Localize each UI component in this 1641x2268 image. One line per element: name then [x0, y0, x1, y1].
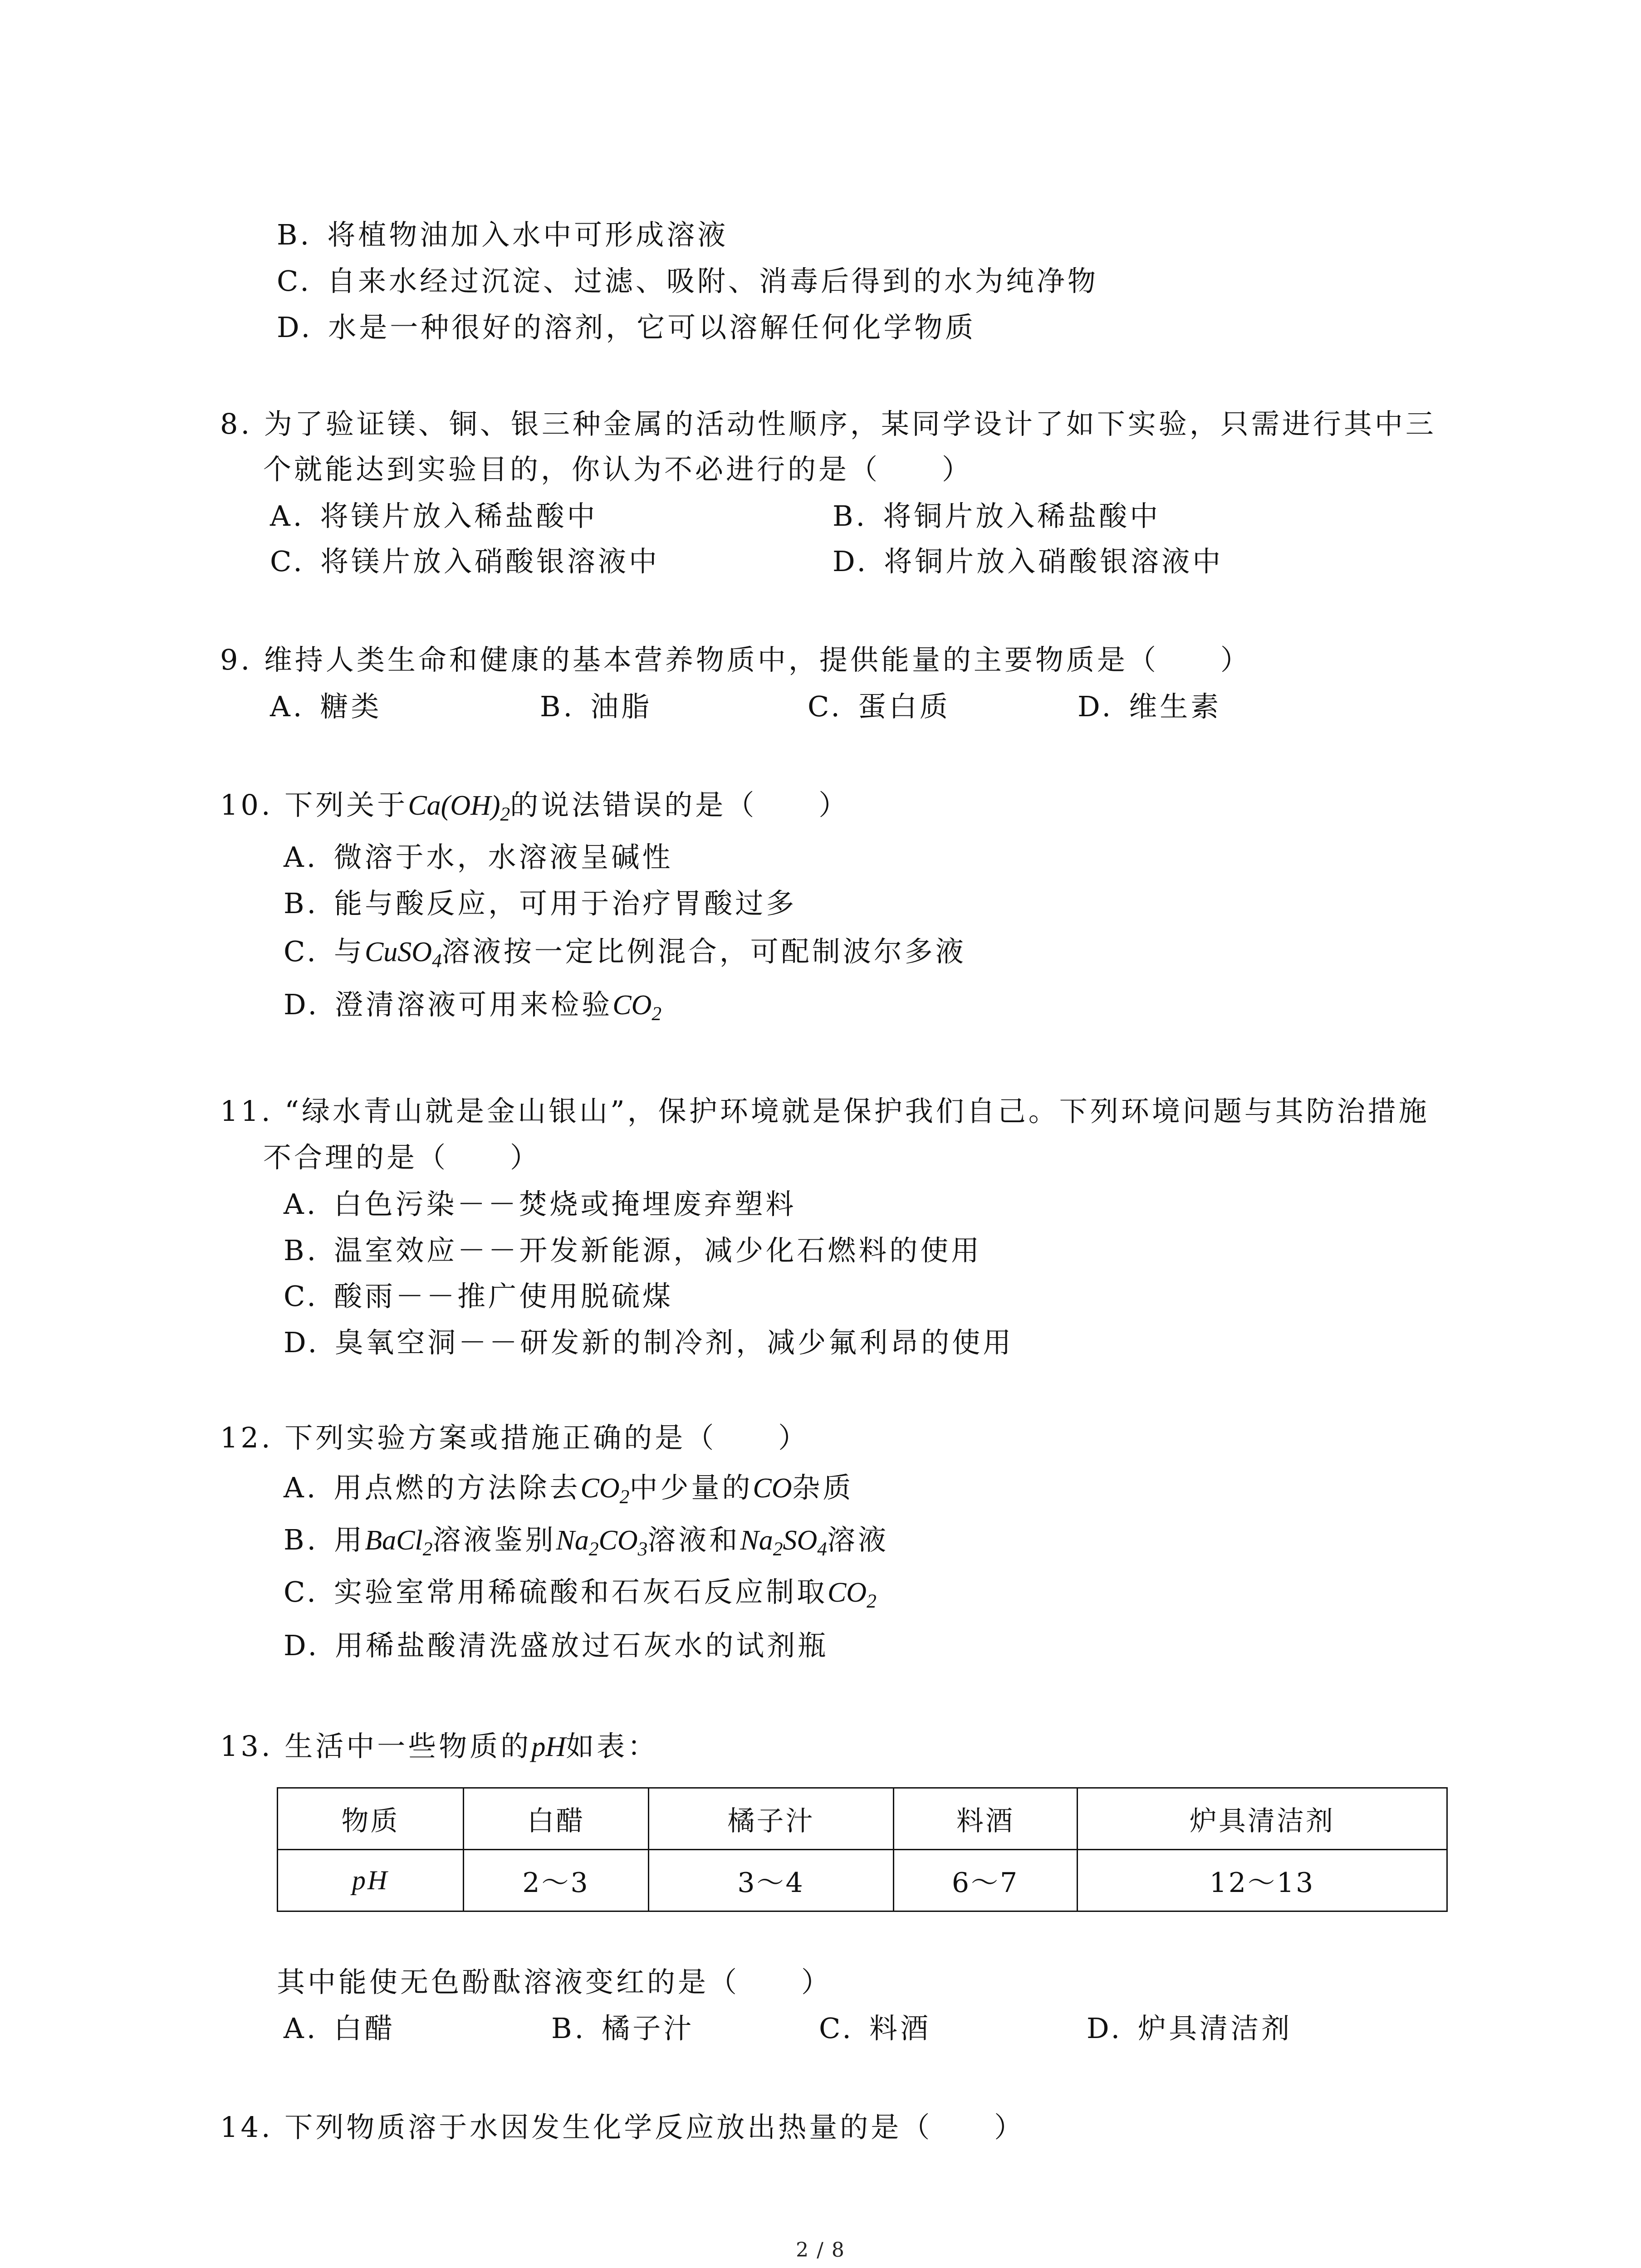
formula-main: Na — [556, 1525, 589, 1556]
formula-subscript: 2 — [588, 1538, 599, 1560]
option-text: 油脂 — [590, 690, 652, 723]
option-letter: A. — [284, 1188, 318, 1221]
formula-main: SO — [783, 1525, 818, 1556]
option-letter: A. — [284, 2012, 318, 2045]
option-text: 蛋白质 — [857, 690, 950, 723]
co2-formula — [580, 1473, 630, 1508]
table-cell: 3～4 — [649, 1850, 894, 1911]
option-letter: C. — [808, 690, 843, 723]
table-cell: 2～3 — [464, 1850, 649, 1911]
q10-formula — [408, 790, 510, 826]
option-text: 微溶于水，水溶液呈碱性 — [333, 841, 673, 874]
q8-option-a — [270, 498, 598, 534]
co-formula: CO — [753, 1473, 792, 1504]
option-letter: B. — [284, 887, 319, 920]
option-text-post: 溶液 — [827, 1523, 889, 1556]
option-letter: D. — [1078, 690, 1114, 723]
q12-option-d — [284, 1628, 828, 1664]
option-text: 自来水经过沉淀、过滤、吸附、消毒后得到的水为纯净物 — [327, 264, 1098, 298]
table-header-cell: 炉具清洁剂 — [1078, 1788, 1447, 1850]
option-text-post: 溶液按一定比例混合，可配制波尔多液 — [441, 935, 966, 968]
option-letter: B. — [540, 690, 575, 723]
formula-main: CO — [598, 1525, 638, 1556]
formula-main: Ca(OH) — [408, 790, 500, 821]
option-letter: D. — [277, 311, 313, 344]
table-header-row — [278, 1788, 1447, 1850]
q14-stem: 14. 下列物质溶于水因发生化学反应放出热量的是（ ） — [220, 2111, 1025, 2144]
q10-option-d — [284, 987, 661, 1023]
table-cell: 6～7 — [894, 1850, 1078, 1911]
q13-option-c — [819, 2010, 931, 2047]
option-letter: D. — [833, 545, 869, 578]
option-letter: C. — [819, 2012, 854, 2045]
q13-stem — [220, 1728, 658, 1765]
q8-stem-line1: 8. 为了验证镁、铜、银三种金属的活动性顺序，某同学设计了如下实验，只需进行其中三 — [220, 407, 1436, 440]
option-text: 白色污染－－焚烧或掩埋废弃塑料 — [333, 1188, 797, 1221]
q7-option-d — [277, 309, 976, 346]
q11-option-c — [284, 1278, 673, 1315]
q12-option-c — [284, 1574, 877, 1611]
option-text: 将铜片放入稀盐酸中 — [883, 499, 1161, 533]
q10-option-b — [284, 885, 797, 922]
option-text: 将镁片放入稀盐酸中 — [320, 499, 598, 533]
option-text: 糖类 — [320, 690, 382, 723]
option-text: 将镁片放入硝酸银溶液中 — [320, 545, 660, 578]
q10-option-c — [284, 934, 966, 970]
option-text: 温室效应－－开发新能源，减少化石燃料的使用 — [334, 1234, 982, 1267]
option-text: 维生素 — [1129, 690, 1222, 723]
q13-option-b — [551, 2010, 694, 2047]
option-text-pre: 与 — [333, 935, 365, 968]
q13-option-a — [284, 2010, 396, 2047]
option-letter: C. — [284, 1280, 318, 1313]
q9-option-c — [808, 689, 950, 725]
option-letter: B. — [284, 1234, 319, 1267]
option-letter: A. — [270, 499, 305, 533]
q10-option-a — [284, 839, 673, 875]
option-text-pre: 澄清溶液可用来检验 — [335, 988, 613, 1021]
ph-table — [277, 1787, 1448, 1912]
q8-option-c — [270, 543, 660, 580]
option-letter: D. — [284, 1326, 320, 1359]
na2so4-formula — [740, 1525, 827, 1560]
q12-option-a — [284, 1470, 854, 1506]
option-letter: C. — [270, 545, 305, 578]
formula-subscript: 4 — [432, 950, 442, 972]
option-letter: B. — [551, 2012, 587, 2045]
formula-main: CuSO — [364, 937, 432, 968]
q8-stem-line2: 个就能达到实验目的，你认为不必进行的是（ ） — [263, 453, 973, 486]
option-text-pre: 实验室常用稀硫酸和石灰石反应制取 — [333, 1575, 828, 1608]
option-letter: C. — [284, 935, 318, 968]
na2co3-formula — [556, 1525, 648, 1560]
option-text: 能与酸反应，可用于治疗胃酸过多 — [334, 887, 797, 920]
q13-question: 其中能使无色酚酞溶液变红的是（ ） — [277, 1965, 833, 1999]
table-header-cell: 橘子汁 — [649, 1788, 894, 1850]
q10-stem — [220, 787, 849, 824]
q11-option-a — [284, 1186, 797, 1222]
option-text-post: 杂质 — [792, 1471, 854, 1504]
bacl2-formula — [365, 1525, 433, 1560]
option-text: 水是一种很好的溶剂，它可以溶解任何化学物质 — [328, 311, 976, 344]
option-text-mid: 溶液和 — [647, 1523, 740, 1556]
q9-option-b — [540, 689, 652, 725]
option-text: 白醋 — [333, 2012, 396, 2045]
option-letter: A. — [284, 1471, 318, 1504]
table-header-cell: 白醋 — [464, 1788, 649, 1850]
formula-subscript: 2 — [773, 1538, 783, 1560]
q11-stem-line2: 不合理的是（ ） — [263, 1141, 541, 1174]
option-text-mid: 溶液鉴别 — [432, 1523, 556, 1556]
q12-stem: 12. 下列实验方案或措施正确的是（ ） — [220, 1421, 809, 1454]
option-text: 酸雨－－推广使用脱硫煤 — [333, 1280, 673, 1313]
formula-main: CO — [827, 1577, 867, 1608]
formula-subscript: 2 — [619, 1486, 630, 1508]
formula-main: BaCl — [365, 1525, 423, 1556]
option-letter: B. — [277, 218, 312, 251]
co2-formula — [827, 1577, 877, 1613]
formula-main: CO — [580, 1473, 620, 1504]
q8-option-d — [833, 543, 1223, 580]
q9-option-d — [1078, 689, 1221, 725]
formula-subscript: 2 — [422, 1538, 433, 1560]
formula-subscript: 3 — [637, 1538, 648, 1560]
option-text: 将植物油加入水中可形成溶液 — [327, 218, 729, 251]
q11-option-d — [284, 1325, 1014, 1361]
q11-option-b — [284, 1232, 982, 1269]
q9-option-a — [270, 689, 382, 725]
option-text: 用稀盐酸清洗盛放过石灰水的试剂瓶 — [335, 1629, 829, 1662]
option-text-pre: 用点燃的方法除去 — [333, 1471, 581, 1504]
co2-formula — [612, 990, 662, 1025]
option-letter: C. — [277, 264, 312, 298]
q12-option-b — [284, 1522, 889, 1559]
q13-stem-pre: 13. 生活中一些物质的 — [220, 1730, 532, 1763]
q9-stem: 9. 维持人类生命和健康的基本营养物质中，提供能量的主要物质是（ ） — [220, 643, 1251, 676]
option-text: 橘子汁 — [602, 2012, 695, 2045]
option-letter: D. — [1087, 2012, 1123, 2045]
option-letter: A. — [284, 841, 318, 874]
q11-stem-line1: 11. “绿水青山就是金山银山”，保护环境就是保护我们自己。下列环境问题与其防治措施 — [220, 1095, 1430, 1128]
table-header-cell: 料酒 — [894, 1788, 1078, 1850]
q13-stem-post: 如表： — [566, 1730, 659, 1763]
formula-subscript: 4 — [817, 1538, 827, 1560]
q7-option-b — [277, 217, 728, 253]
option-letter: B. — [833, 499, 868, 533]
option-letter: B. — [284, 1523, 319, 1556]
q10-stem-pre: 10. 下列关于 — [220, 788, 408, 821]
cuso4-formula — [364, 937, 442, 972]
ph-formula: pH — [531, 1731, 566, 1762]
table-row — [278, 1850, 1447, 1911]
option-letter: D. — [284, 988, 320, 1021]
formula-main: Na — [740, 1525, 773, 1556]
option-text: 臭氧空洞－－研发新的制冷剂，减少氟利昂的使用 — [335, 1326, 1014, 1359]
q10-stem-post: 的说法错误的是（ ） — [510, 788, 850, 821]
formula-subscript: 2 — [652, 1003, 662, 1025]
option-text-pre: 用 — [334, 1523, 365, 1556]
table-cell: 12～13 — [1078, 1850, 1447, 1911]
table-header-cell: 物质 — [278, 1788, 464, 1850]
q8-option-b — [833, 498, 1161, 534]
q13-option-d — [1087, 2010, 1292, 2047]
option-letter: C. — [284, 1575, 318, 1608]
option-text: 炉具清洁剂 — [1138, 2012, 1293, 2045]
option-text-mid: 中少量的 — [629, 1471, 753, 1504]
option-text: 料酒 — [869, 2012, 931, 2045]
option-letter: D. — [284, 1629, 320, 1662]
option-text: 将铜片放入硝酸银溶液中 — [884, 545, 1224, 578]
q7-option-c — [277, 263, 1098, 299]
formula-subscript: 2 — [867, 1590, 877, 1613]
table-row-label: pH — [278, 1850, 464, 1911]
formula-subscript: 2 — [500, 803, 510, 826]
option-letter: A. — [270, 690, 305, 723]
page-number: 2 / 8 — [796, 2239, 845, 2262]
formula-main: CO — [612, 990, 652, 1021]
